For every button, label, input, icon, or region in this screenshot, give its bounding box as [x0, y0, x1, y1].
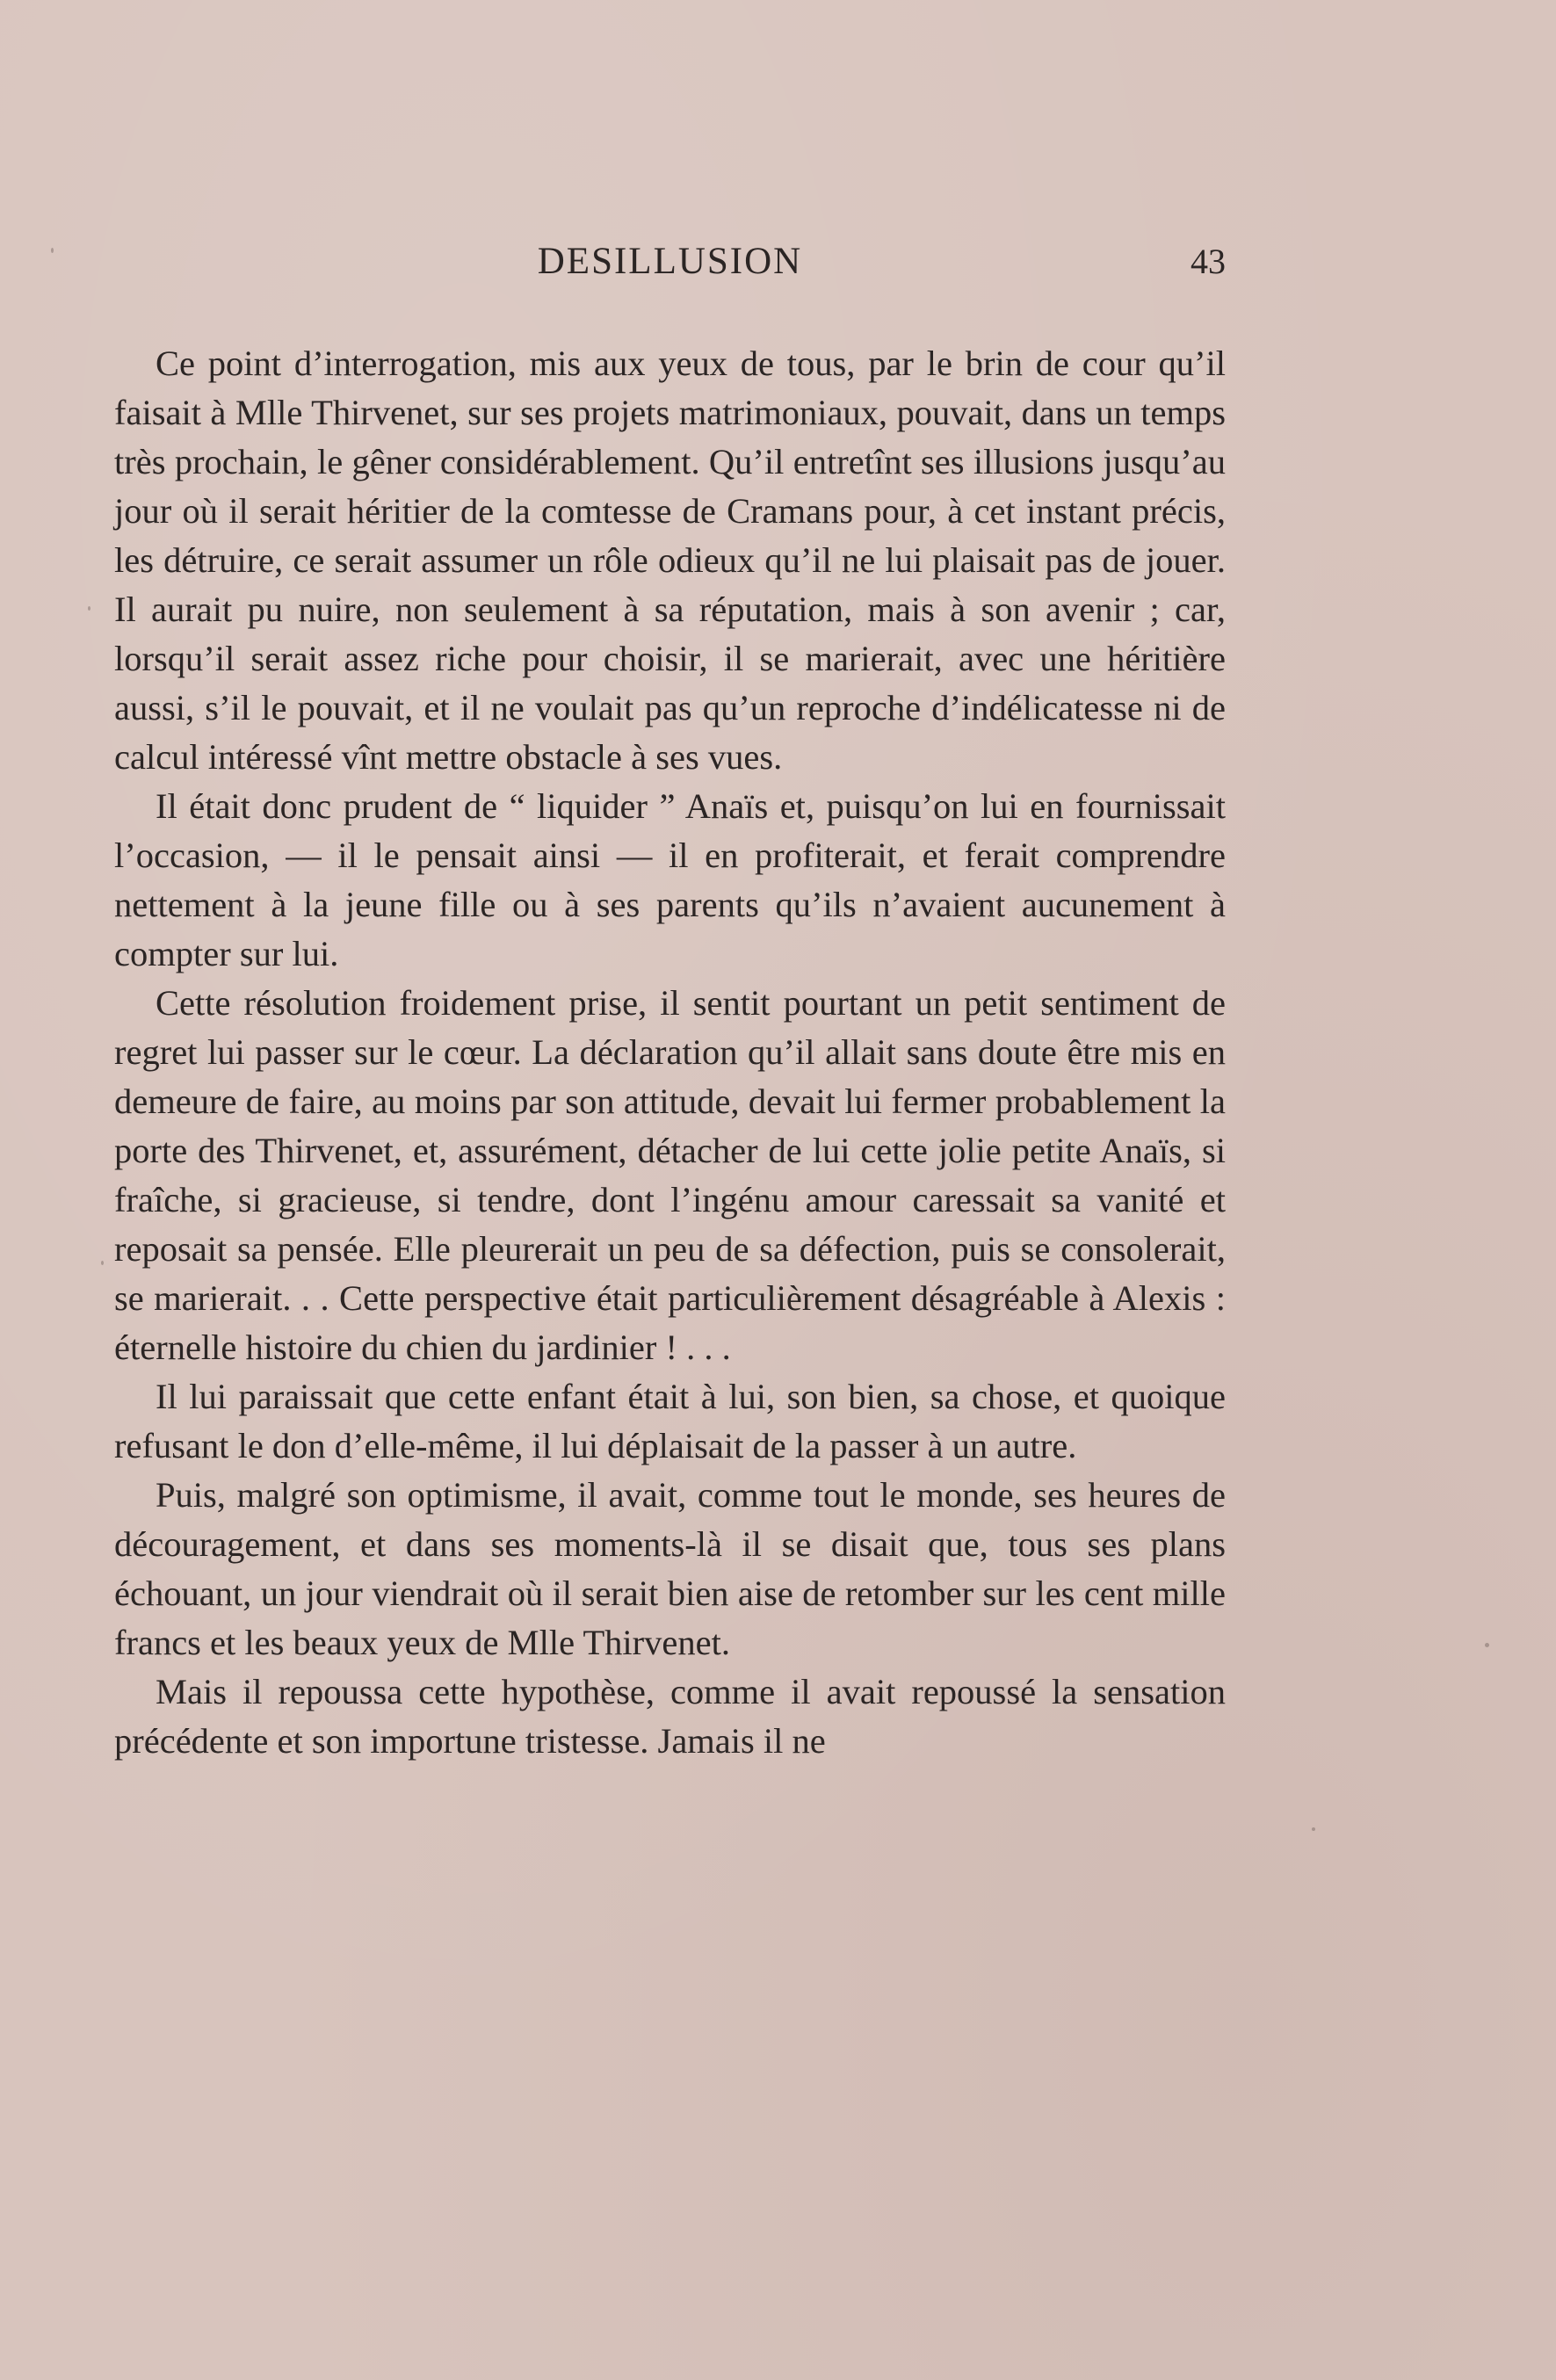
chapter-title: DESILLUSION — [537, 241, 803, 282]
paragraph: Puis, malgré son optimisme, il avait, comme tout le monde, ses heures de découragement, et dans ses moments-là il se disait que, tous ses plans échouant, un jour viendrait où il serait bien aise de retomber sur les cent mille francs et les beaux yeux de Mlle Thirvenet. — [114, 1475, 1226, 1662]
running-head — [114, 235, 1226, 288]
paragraph: Il lui paraissait que cette enfant était à lui, son bien, sa chose, et quoique refusant le don d’elle-même, il lui déplaisait de la passer à un autre. — [114, 1377, 1226, 1465]
paper-speck — [1312, 1827, 1315, 1831]
paragraph: Ce point d’interrogation, mis aux yeux de tous, par le brin de cour qu’il faisait à Mlle Thirvenet, sur ses projets matrimoniaux, pouvait, dans un temps très prochain, le gêner considérablement. Qu’il entretînt ses illusions jusqu’au jour où il serait héritier de la comtesse de Cramans pour, à cet instant précis, les détruire, ce serait assumer un rôle odieux qu’il ne lui plaisait pas de jouer. Il aurait pu nuire, non seulement à sa réputation, mais à son avenir ; car, lorsqu’il serait assez riche pour choisir, il se marierait, avec une héritière aussi, s’il le pouvait, et il ne voulait pas qu’un reproche d’indélicatesse ni de calcul intéressé vînt mettre obstacle à ses vues. — [114, 344, 1226, 777]
paper-speck — [51, 248, 54, 253]
paragraph: Mais il repoussa cette hypothèse, comme il avait repoussé la sensation précédente et son importune tristesse. Jamais il ne — [114, 1672, 1226, 1761]
paper-speck — [88, 606, 90, 611]
body-text — [114, 339, 1226, 1766]
paragraph: Cette résolution froidement prise, il sentit pourtant un petit sentiment de regret lui passer sur le cœur. La déclaration qu’il allait sans doute être mis en demeure de faire, au moins par son attitude, devait lui fermer probablement la porte des Thirvenet, et, assurément, détacher de lui cette jolie petite Anaïs, si fraîche, si gracieuse, si tendre, dont l’ingénu amour caressait sa vanité et reposait sa pensée. Elle pleurerait un peu de sa défection, puis se consolerait, se marierait. . . Cette perspective était particulièrement désagréable à Alexis : éternelle histoire du chien du jardinier ! . . . — [114, 983, 1226, 1367]
paper-speck — [101, 1261, 104, 1265]
page-number: 43 — [1191, 242, 1226, 281]
paper-speck — [1485, 1643, 1489, 1647]
paragraph: Il était donc prudent de “ liquider ” Anaïs et, puisqu’on lui en fournissait l’occasion, — il le pensait ainsi — il en profiterait, et ferait comprendre nettement à la jeune fille ou à ses parents qu’ils n’avaient aucunement à compter sur lui. — [114, 786, 1226, 973]
